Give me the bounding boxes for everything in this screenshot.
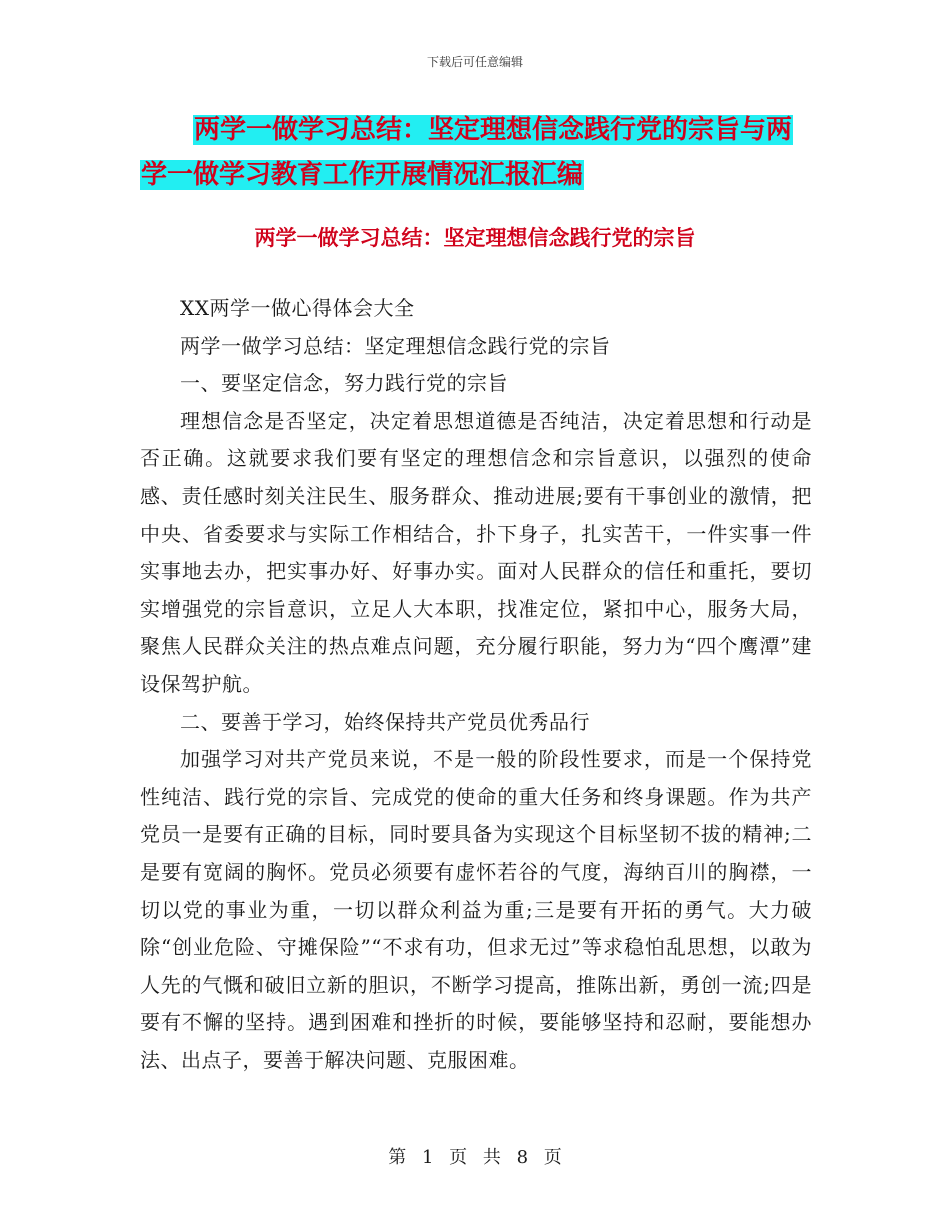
highlighted-title-text: 学一做学习教育工作开展情况汇报汇编	[141, 160, 584, 190]
body-paragraph: 二、要善于学习，始终保持共产党员优秀品行	[180, 709, 590, 734]
body-paragraph: 两学一做学习总结：坚定理想信念践行党的宗旨	[180, 333, 611, 358]
body-paragraph: 一、要坚定信念，努力践行党的宗旨	[180, 371, 508, 396]
document-title-line-1	[140, 108, 812, 153]
section-title: 两学一做学习总结：坚定理想信念践行党的宗旨	[254, 226, 696, 250]
body-paragraph: 理想信念是否坚定，决定着思想道德是否纯洁，决定着思想和行动是否正确。这就要求我们要有坚定的理想信念和宗旨意识，以强烈的使命感、责任感时刻关注民生、服务群众、推动进展;要有干事创业的激情，把中央、省委要求与实际工作相结合，扑下身子，扎实苦干，一件实事一件实事地去办，把实事办好、好事办实。面对人民群众的信任和重托，要切实增强党的宗旨意识，立足人大本职，找准定位，紧扣中心，服务大局，聚焦人民群众关注的热点难点问题，充分履行职能，努力为“四个鹰潭”建设保驾护航。	[140, 408, 812, 696]
document-title	[140, 108, 812, 198]
body-paragraph: 加强学习对共产党员来说，不是一般的阶段性要求，而是一个保持党性纯洁、践行党的宗旨、完成党的使命的重大任务和终身课题。作为共产党员一是要有正确的目标，同时要具备为实现这个目标坚韧不拔的精神;二是要有宽阔的胸怀。党员必须要有虚怀若谷的气度，海纳百川的胸襟，一切以党的事业为重，一切以群众利益为重;三是要有开拓的勇气。大力破除“创业危险、守摊保险”“不求有功，但求无过”等求稳怕乱思想，以敢为人先的气慨和破旧立新的胆识，不断学习提高，推陈出新，勇创一流;四是要有不懈的坚持。遇到困难和挫折的时候，要能够坚持和忍耐，要能想办法、出点子，要善于解决问题、克服困难。	[140, 747, 812, 1072]
highlighted-title-text: 两学一做学习总结：坚定理想信念践行党的宗旨与两	[194, 115, 793, 145]
page-number-footer: 第 1 页 共 8 页	[388, 1147, 562, 1168]
header-note: 下载后可任意编辑	[426, 55, 523, 69]
document-body	[140, 290, 812, 1079]
body-paragraph: XX两学一做心得体会大全	[180, 296, 415, 320]
document-title-line-2	[140, 153, 812, 198]
